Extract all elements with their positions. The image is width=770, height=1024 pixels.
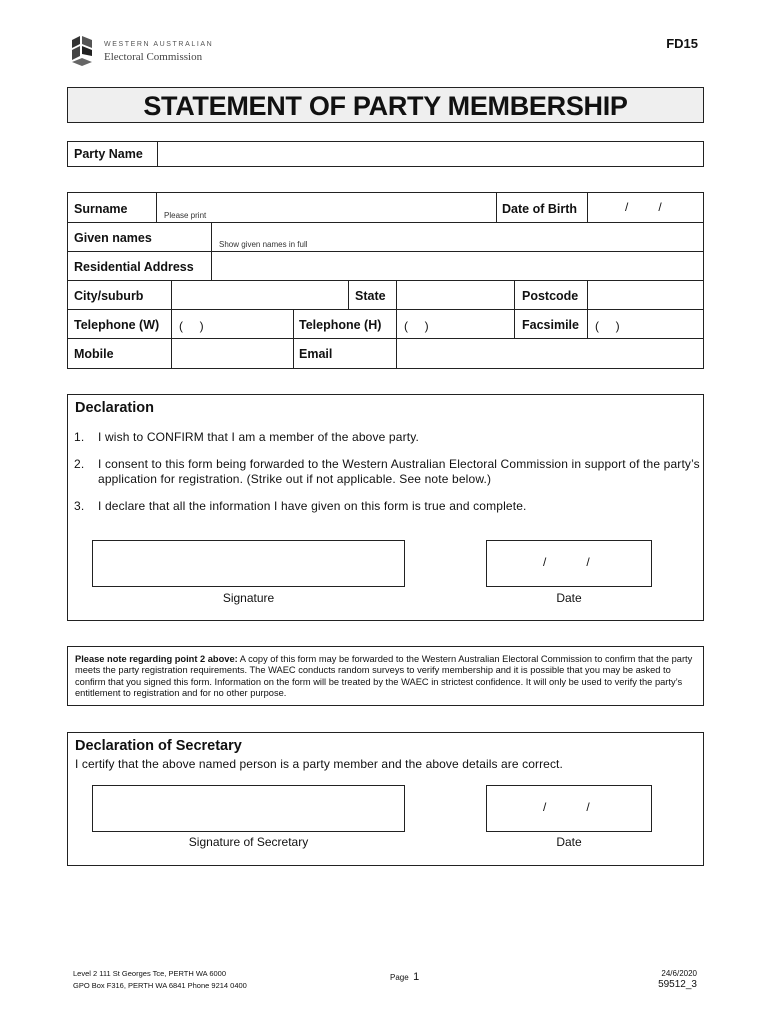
dob-label: Date of Birth [502, 202, 577, 216]
footer-page [390, 967, 419, 985]
state-label: State [355, 289, 386, 303]
secretary-date-label: Date [556, 835, 582, 849]
footer-page-number: 1 [413, 971, 420, 983]
footer-address-1: Level 2 111 St Georges Tce, PERTH WA 6000 [73, 969, 226, 978]
personal-details [67, 192, 704, 369]
date-label: Date [556, 591, 582, 605]
party-name-label: Party Name [74, 147, 143, 161]
given-names-field[interactable] [212, 222, 703, 251]
footer-address-2: GPO Box F316, PERTH WA 6841 Phone 9214 0400 [73, 981, 247, 990]
waec-logo [70, 34, 214, 70]
facsimile-label: Facsimile [522, 318, 579, 332]
declaration-item: 2. I consent to this form being forwarded to the Western Australian Electoral Commission in support of the party’s application for registration. (Strike out if not applicable. See note below.) [74, 457, 700, 486]
secretary-title: Declaration of Secretary [75, 738, 242, 754]
footer-page-label: Page [390, 973, 409, 982]
dob-field[interactable] [588, 193, 703, 222]
note-text [75, 654, 697, 700]
org-line-1: WESTERN AUSTRALIAN [104, 41, 214, 48]
postcode-label: Postcode [522, 289, 579, 303]
telephone-h-field[interactable] [397, 309, 513, 338]
declaration-title: Declaration [75, 400, 154, 416]
state-field[interactable] [397, 280, 513, 309]
facsimile-area-code: ( ) [595, 319, 620, 333]
secretary-statement: I certify that the above named person is a party member and the above details are correct. [75, 757, 563, 771]
note-body: A copy of this form may be forwarded to the Western Australian Electoral Commission to confirm that the party meets the party registration requirements. The WAEC conducts random surveys to verify membership and it is possible that you may be asked to confirm that you signed this form. Information on the form will be treated by the WAEC in strictest confidence. It will only be used to verify the party’s entitlement to registration and for no other purpose. [75, 654, 693, 699]
date-slashes: / / [543, 555, 590, 569]
secretary-date-box[interactable] [486, 785, 652, 832]
page-title: STATEMENT OF PARTY MEMBERSHIP [143, 91, 628, 121]
declaration-item: 3. I declare that all the information I have given on this form is true and complete. [74, 499, 527, 513]
email-label: Email [299, 347, 333, 361]
title-box [67, 87, 704, 123]
waec-emblem-icon [70, 34, 94, 68]
party-name-row [67, 141, 704, 167]
facsimile-field[interactable] [588, 309, 703, 338]
date-box[interactable] [486, 540, 652, 587]
footer-form-code: 59512_3 [658, 979, 697, 990]
telephone-h-area-code: ( ) [404, 319, 429, 333]
declaration-item: 1. I wish to CONFIRM that I am a member of the above party. [74, 430, 419, 444]
city-label: City/suburb [74, 289, 144, 303]
city-field[interactable] [172, 280, 347, 309]
surname-field[interactable] [157, 193, 495, 222]
declaration-section [67, 394, 704, 621]
dob-slashes: / / [625, 200, 662, 214]
signature-box[interactable] [92, 540, 405, 587]
declaration-list [68, 430, 700, 514]
given-names-hint: Show given names in full [219, 240, 308, 249]
secretary-section [67, 732, 704, 866]
note-box [67, 646, 704, 706]
org-line-2: Electoral Commission [104, 51, 203, 63]
form-code: FD15 [666, 36, 698, 51]
surname-hint: Please print [164, 211, 207, 220]
telephone-h-label: Telephone (H) [299, 318, 382, 332]
surname-label: Surname [74, 202, 128, 216]
email-field[interactable] [397, 338, 703, 368]
footer-date: 24/6/2020 [661, 969, 697, 978]
party-name-field[interactable] [158, 142, 703, 166]
postcode-field[interactable] [588, 280, 703, 309]
telephone-w-field[interactable] [172, 309, 292, 338]
telephone-w-label: Telephone (W) [74, 318, 160, 332]
secretary-signature-box[interactable] [92, 785, 405, 832]
signature-label: Signature [222, 591, 275, 605]
secretary-signature-label: Signature of Secretary [188, 835, 309, 849]
note-lead: Please note regarding point 2 above: [75, 654, 238, 664]
mobile-field[interactable] [172, 338, 292, 368]
secretary-date-slashes: / / [543, 800, 590, 814]
given-names-label: Given names [74, 231, 152, 245]
address-label: Residential Address [74, 260, 194, 274]
address-field[interactable] [212, 251, 703, 280]
mobile-label: Mobile [74, 347, 114, 361]
telephone-w-area-code: ( ) [179, 319, 204, 333]
